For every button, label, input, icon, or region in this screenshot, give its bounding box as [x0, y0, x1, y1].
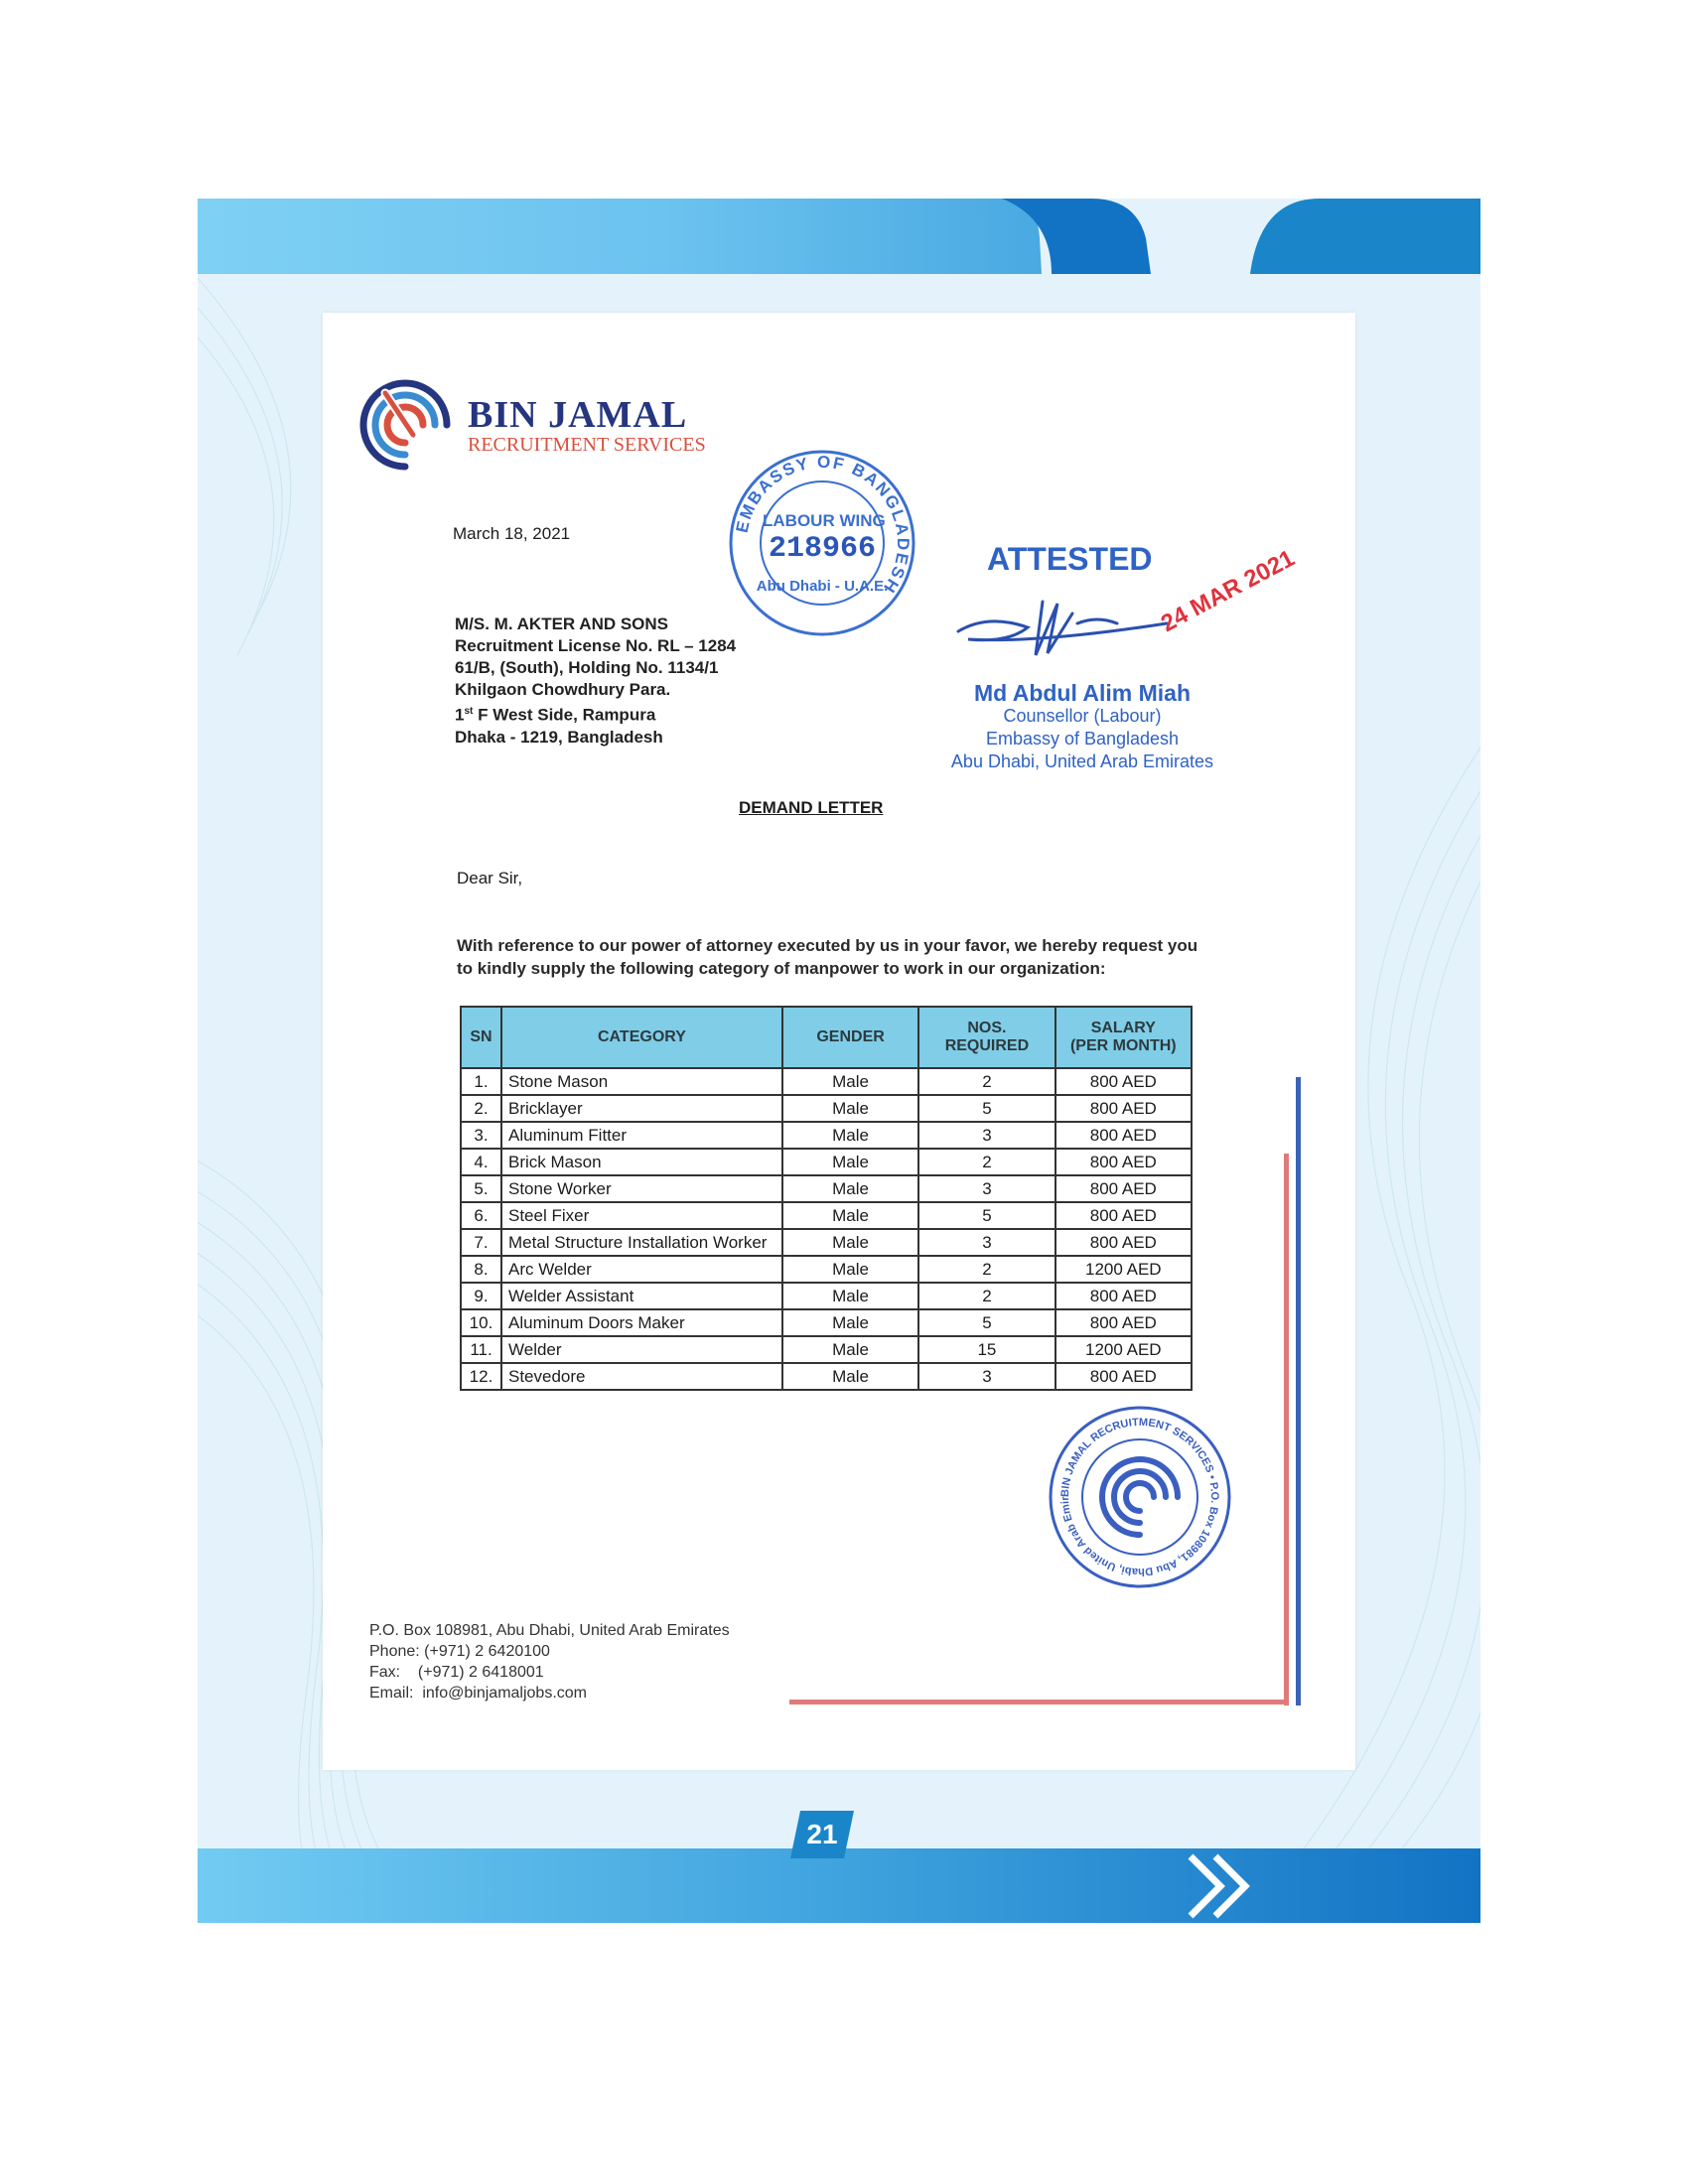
row-nos-required: 3 [918, 1363, 1055, 1390]
attested-label: ATTESTED [987, 541, 1153, 577]
table-row [461, 1309, 1192, 1336]
recipient-address [455, 614, 736, 749]
embassy-stamp-city: Abu Dhabi - U.A.E. [756, 578, 889, 595]
row-salary: 800 AED [1055, 1363, 1192, 1390]
table-header-row [461, 1007, 1192, 1068]
row-category: Stone Mason [501, 1068, 782, 1095]
logo-name: BIN JAMAL [468, 394, 688, 436]
row-category: Stevedore [501, 1363, 782, 1390]
row-gender: Male [782, 1095, 918, 1122]
company-seal-ring-text: BIN JAMAL RECRUITMENT SERVICES • P.O. Box 108981, Abu Dhabi, United Arab Emir [1058, 1416, 1221, 1578]
row-nos-required: 3 [918, 1122, 1055, 1149]
recipient-name: M/S. M. AKTER AND SONS [455, 614, 669, 633]
table-row [461, 1202, 1192, 1229]
letter-body-line-1: With reference to our power of attorney executed by us in your favor, we hereby request you [457, 936, 1198, 955]
table-row [461, 1068, 1192, 1095]
row-category: Welder [501, 1336, 782, 1363]
table-row [461, 1122, 1192, 1149]
row-sn: 8. [461, 1256, 501, 1283]
row-salary: 1200 AED [1055, 1256, 1192, 1283]
embassy-stamp-number: 218966 [768, 532, 877, 566]
svg-text:BIN JAMAL RECRUITMENT SERVICES [1045, 1402, 1220, 1577]
manpower-demand-table [460, 1006, 1193, 1391]
row-category: Steel Fixer [501, 1202, 782, 1229]
logo-subtitle: RECRUITMENT SERVICES [468, 434, 706, 456]
row-salary: 800 AED [1055, 1202, 1192, 1229]
letter-body-line-2: to kindly supply the following category of manpower to work in our organization: [457, 959, 1106, 978]
footer-phone: Phone: (+971) 2 6420100 [369, 1643, 550, 1660]
letter-date: March 18, 2021 [453, 524, 571, 543]
footer-po-box: P.O. Box 108981, Abu Dhabi, United Arab Emirates [369, 1622, 730, 1639]
recipient-area: Khilgaon Chowdhury Para. [455, 680, 671, 699]
footer-contact [369, 1620, 730, 1704]
decorative-red-line-horizontal [789, 1700, 1289, 1705]
counsellor-name: Md Abdul Alim Miah [973, 680, 1192, 706]
table-row [461, 1175, 1192, 1202]
row-sn: 3. [461, 1122, 501, 1149]
row-gender: Male [782, 1122, 918, 1149]
row-gender: Male [782, 1336, 918, 1363]
row-salary: 800 AED [1055, 1122, 1192, 1149]
row-sn: 11. [461, 1336, 501, 1363]
row-sn: 5. [461, 1175, 501, 1202]
row-salary: 1200 AED [1055, 1336, 1192, 1363]
table-row [461, 1336, 1192, 1363]
counsellor-title: Counsellor (Labour) [1003, 706, 1162, 726]
recipient-holding: 61/B, (South), Holding No. 1134/1 [455, 658, 719, 677]
row-category: Bricklayer [501, 1095, 782, 1122]
row-sn: 4. [461, 1149, 501, 1175]
row-salary: 800 AED [1055, 1068, 1192, 1095]
row-gender: Male [782, 1202, 918, 1229]
row-category: Arc Welder [501, 1256, 782, 1283]
table-row [461, 1229, 1192, 1256]
row-gender: Male [782, 1256, 918, 1283]
row-category: Metal Structure Installation Worker [501, 1229, 782, 1256]
table-row [461, 1283, 1192, 1309]
row-salary: 800 AED [1055, 1175, 1192, 1202]
table-row [461, 1256, 1192, 1283]
row-sn: 12. [461, 1363, 501, 1390]
row-gender: Male [782, 1149, 918, 1175]
bottom-banner [198, 1848, 1480, 1923]
row-sn: 10. [461, 1309, 501, 1336]
footer-fax: Fax: (+971) 2 6418001 [369, 1664, 544, 1681]
row-category: Brick Mason [501, 1149, 782, 1175]
header-category: CATEGORY [501, 1007, 782, 1068]
page-number: 21 [806, 1819, 838, 1849]
company-seal-logo-icon [1102, 1459, 1178, 1535]
row-gender: Male [782, 1283, 918, 1309]
row-category: Aluminum Fitter [501, 1122, 782, 1149]
bin-jamal-company-seal [1045, 1402, 1235, 1592]
header-nos-required: NOS. REQUIRED [918, 1007, 1055, 1068]
row-nos-required: 3 [918, 1229, 1055, 1256]
table-row [461, 1363, 1192, 1390]
recipient-floor: 1st F West Side, Rampura [455, 705, 656, 725]
row-gender: Male [782, 1309, 918, 1336]
embassy-labour-wing-stamp [723, 444, 921, 642]
row-gender: Male [782, 1175, 918, 1202]
counsellor-location: Abu Dhabi, United Arab Emirates [950, 751, 1214, 771]
row-salary: 800 AED [1055, 1309, 1192, 1336]
row-nos-required: 2 [918, 1068, 1055, 1095]
embassy-stamp-ring-text: EMBASSY OF BANGLADESH [732, 452, 914, 598]
attestation-date-stamp: 24 MAR 2021 [1156, 544, 1300, 638]
table-row [461, 1149, 1192, 1175]
row-category: Welder Assistant [501, 1283, 782, 1309]
header-gender: GENDER [782, 1007, 918, 1068]
row-salary: 800 AED [1055, 1283, 1192, 1309]
header-sn: SN [461, 1007, 501, 1068]
counsellor-office: Embassy of Bangladesh [985, 729, 1180, 749]
recipient-city: Dhaka - 1219, Bangladesh [455, 727, 663, 747]
letter-salutation: Dear Sir, [457, 869, 523, 887]
decorative-blue-line [1296, 1077, 1301, 1706]
page-number-badge [790, 1811, 854, 1858]
row-nos-required: 2 [918, 1149, 1055, 1175]
row-salary: 800 AED [1055, 1229, 1192, 1256]
row-nos-required: 15 [918, 1336, 1055, 1363]
row-sn: 9. [461, 1283, 501, 1309]
row-nos-required: 2 [918, 1283, 1055, 1309]
row-category: Aluminum Doors Maker [501, 1309, 782, 1336]
row-sn: 1. [461, 1068, 501, 1095]
row-nos-required: 5 [918, 1309, 1055, 1336]
row-sn: 2. [461, 1095, 501, 1122]
row-gender: Male [782, 1363, 918, 1390]
row-nos-required: 5 [918, 1095, 1055, 1122]
row-category: Stone Worker [501, 1175, 782, 1202]
decorative-red-line-vertical [1284, 1154, 1289, 1706]
table-row [461, 1095, 1192, 1122]
row-salary: 800 AED [1055, 1095, 1192, 1122]
row-salary: 800 AED [1055, 1149, 1192, 1175]
row-gender: Male [782, 1229, 918, 1256]
counsellor-signature [948, 594, 1177, 663]
footer-email: Email: info@binjamaljobs.com [369, 1685, 587, 1702]
row-sn: 7. [461, 1229, 501, 1256]
top-banner [198, 199, 1480, 274]
header-salary: SALARY (PER MONTH) [1055, 1007, 1192, 1068]
letter-subject: DEMAND LETTER [739, 798, 884, 817]
row-nos-required: 3 [918, 1175, 1055, 1202]
bin-jamal-logo-icon [355, 375, 455, 475]
embassy-stamp-wing: LABOUR WING [763, 511, 886, 530]
row-sn: 6. [461, 1202, 501, 1229]
row-nos-required: 5 [918, 1202, 1055, 1229]
recipient-license: Recruitment License No. RL – 1284 [455, 636, 737, 655]
row-nos-required: 2 [918, 1256, 1055, 1283]
row-gender: Male [782, 1068, 918, 1095]
